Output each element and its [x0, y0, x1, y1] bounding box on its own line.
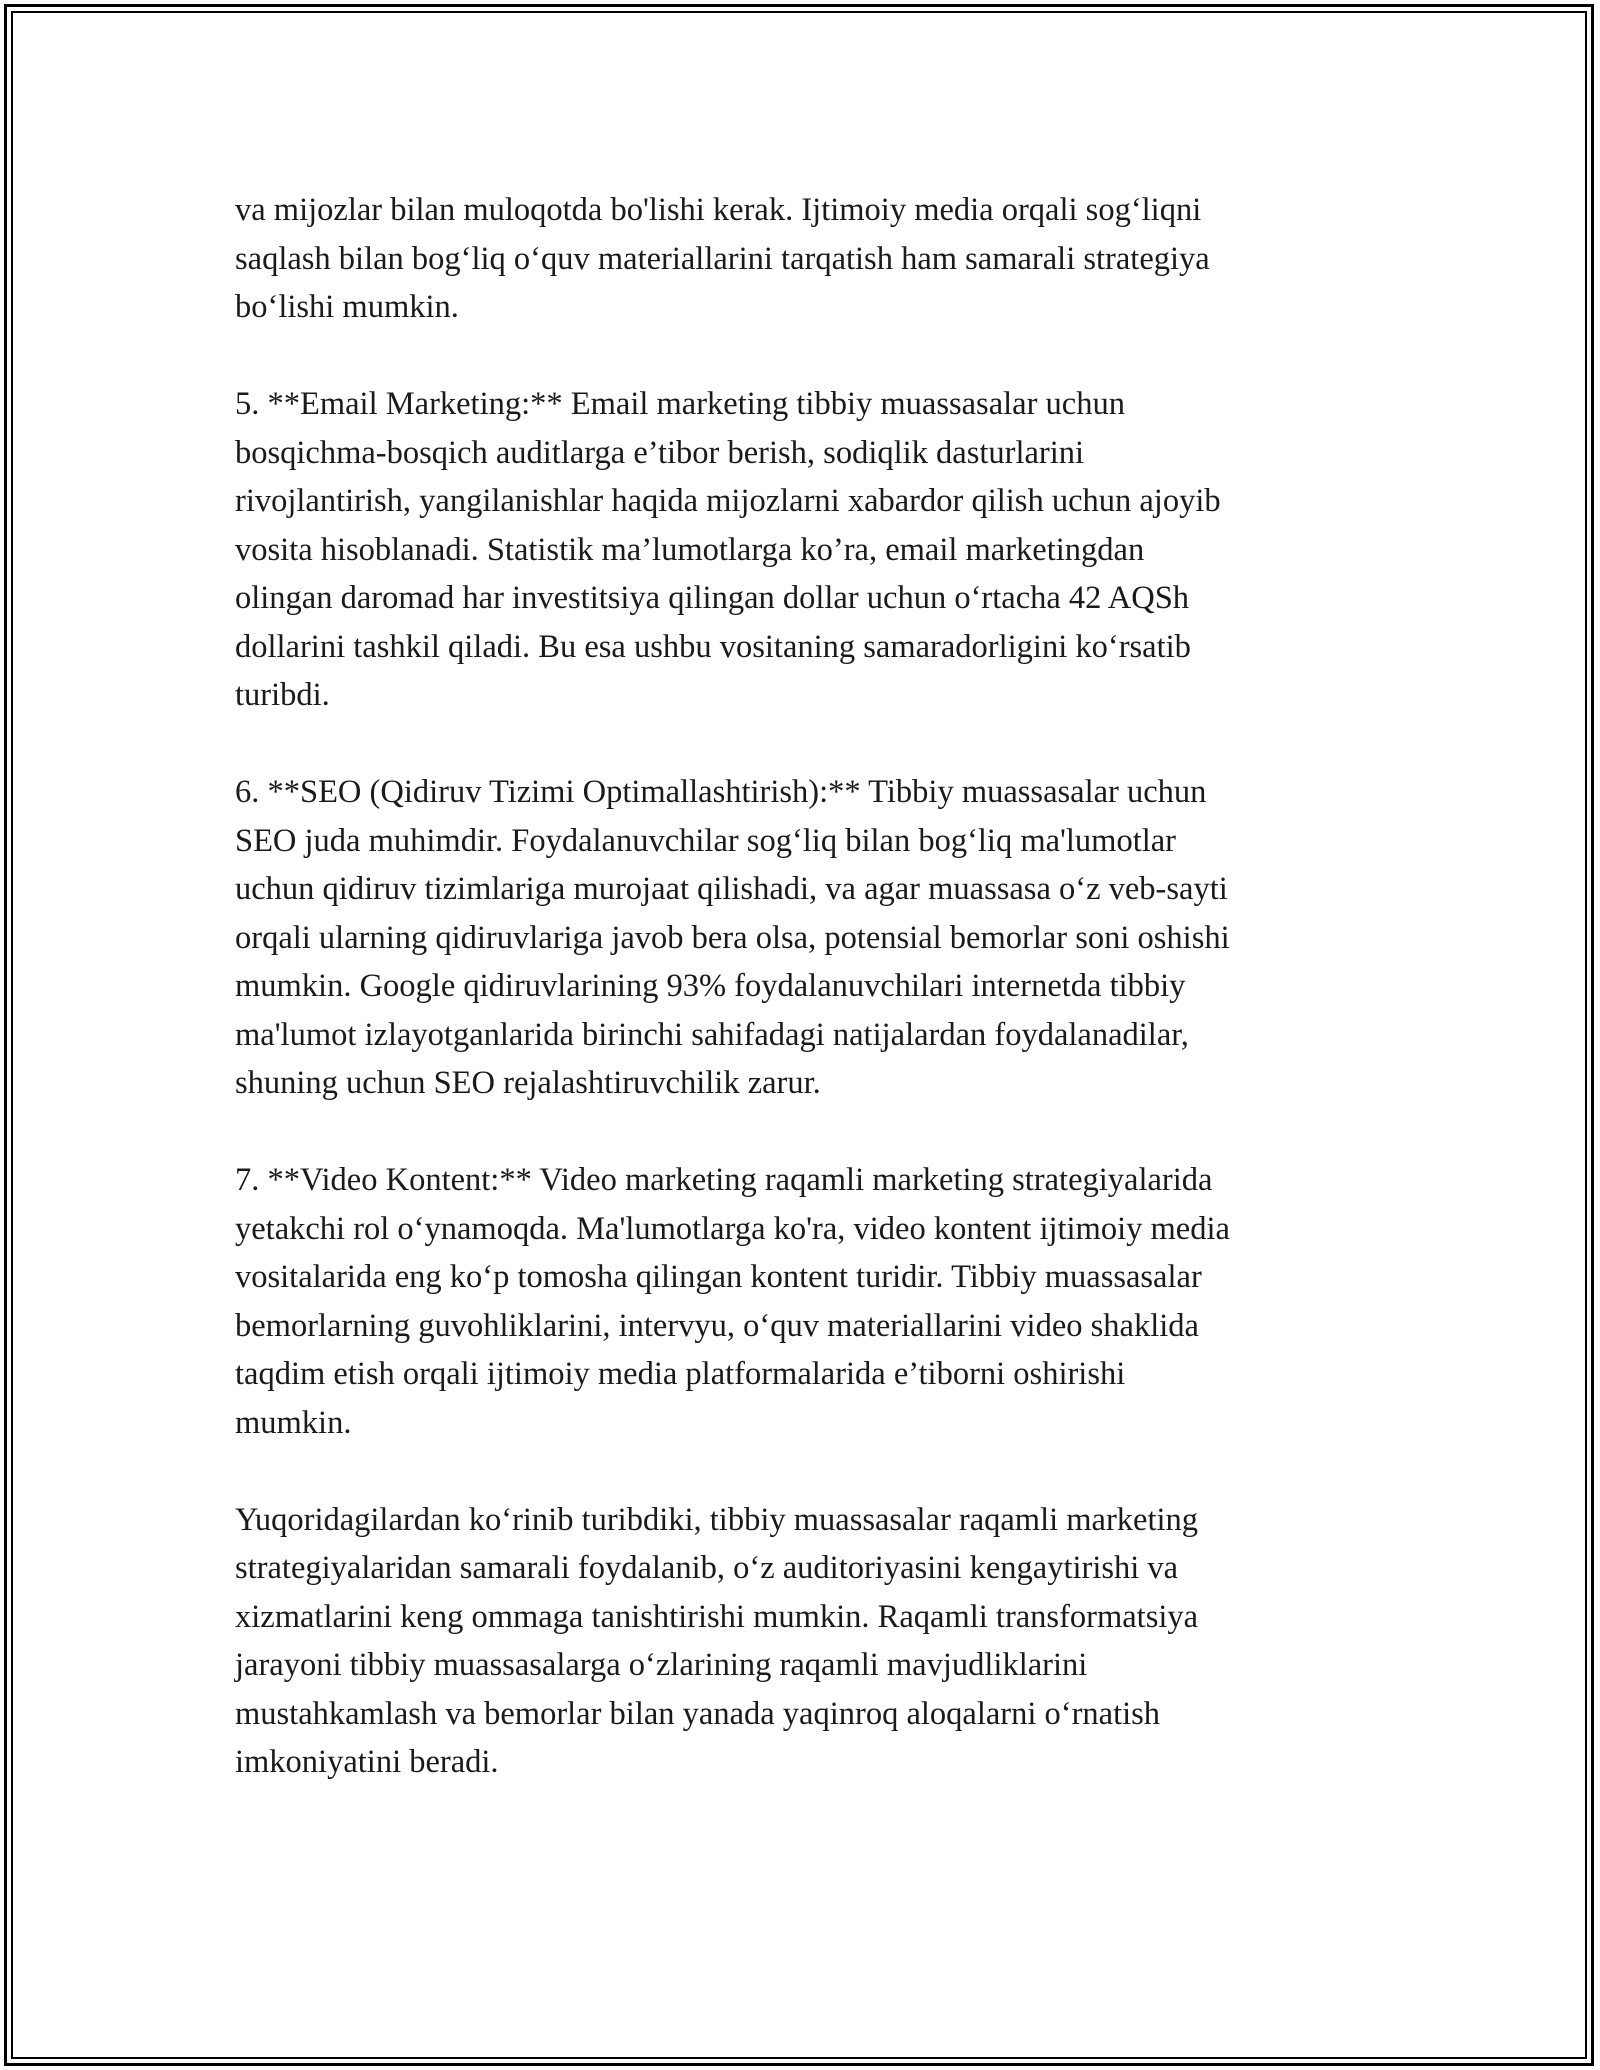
document-body: [235, 186, 1375, 1835]
paragraph-social-media-continued: va mijozlar bilan muloqotda bo'lishi kerak. Ijtimoiy media orqali sog‘liqni saqlash bilan bog‘liq o‘quv materiallarini tarqatish ham samarali strategiya bo‘lishi mumkin.: [235, 192, 1210, 325]
paragraph-conclusion: Yuqoridagilardan ko‘rinib turibdiki, tibbiy muassasalar raqamli marketing strategiyalaridan samarali foydalanib, o‘z auditoriyasini kengaytirishi va xizmatlarini keng ommaga tanishtirishi mumkin. Raqamli transformatsiya jarayoni tibbiy muassasalarga o‘zlarining raqamli mavjudliklarini mustahkamlash va bemorlar bilan yanada yaqinroq aloqalarni o‘rnatish imkoniyatini beradi.: [235, 1501, 1199, 1780]
paragraph-email-marketing: 5. **Email Marketing:** Email marketing tibbiy muassasalar uchun bosqichma-bosqich auditlarga e’tibor berish, sodiqlik dasturlarini rivojlantirish, yangilanishlar haqida mijozlarni xabardor qilish uchun ajoyib vosita hisoblanadi. Statistik ma’lumotlarga ko’ra, email marketingdan olingan daromad har investitsiya qilingan dollar uchun o‘rtacha 42 AQSh dollarini tashkil qiladi. Bu esa ushbu vositaning samaradorligini ko‘rsatib turibdi.: [235, 386, 1221, 713]
paragraph-video-content: 7. **Video Kontent:** Video marketing raqamli marketing strategiyalarida yetakchi rol o‘ynamoqda. Ma'lumotlarga ko'ra, video kontent ijtimoiy media vositalarida eng ko‘p tomosha qilingan kontent turidir. Tibbiy muassasalar bemorlarning guvohliklarini, intervyu, o‘quv materiallarini video shaklida taqdim etish orqali ijtimoiy media platformalarida e’tiborni oshirishi mumkin.: [235, 1162, 1230, 1441]
paragraph-seo: 6. **SEO (Qidiruv Tizimi Optimallashtirish):** Tibbiy muassasalar uchun SEO juda muhimdir. Foydalanuvchilar sog‘liq bilan bog‘liq ma'lumotlar uchun qidiruv tizimlariga murojaat qilishadi, va agar muassasa o‘z veb-sayti orqali ularning qidiruvlariga javob bera olsa, potensial bemorlar soni oshishi mumkin. Google qidiruvlarining 93% foydalanuvchilari internetda tibbiy ma'lumot izlayotganlarida birinchi sahifadagi natijalardan foydalanadilar, shuning uchun SEO rejalashtiruvchilik zarur.: [235, 774, 1230, 1101]
